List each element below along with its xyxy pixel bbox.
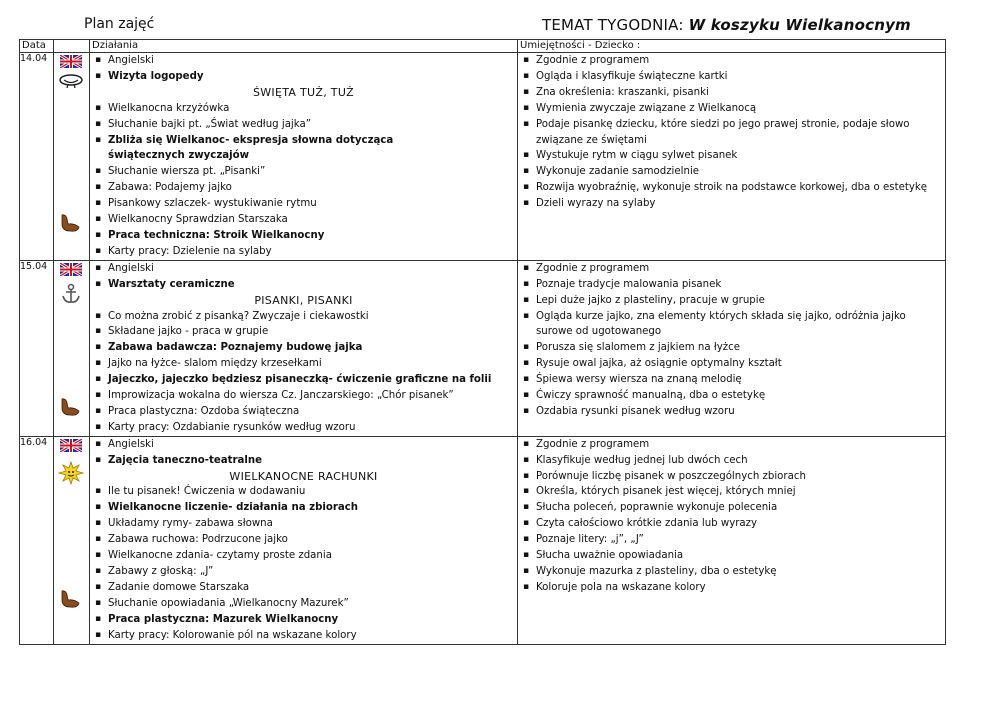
- list-item: ▪ Słucha uważnie opowiadania: [518, 548, 945, 564]
- week-topic: [542, 16, 911, 34]
- list-item: ▪ Zgodnie z programem: [518, 437, 945, 453]
- list-item: ▪ Wielkanocny Sprawdzian Starszaka: [90, 212, 517, 228]
- list-item: ▪ Ogląda i klasyfikuje świąteczne kartki: [518, 69, 945, 85]
- list-item: ▪ Karty pracy: Ozdabianie rysunków według wzoru: [90, 420, 517, 436]
- list-item: ▪ Słuchanie bajki pt. „Świat według jajka”: [90, 117, 517, 133]
- list-item: ▪ Praca plastyczna: Ozdoba świąteczna: [90, 404, 517, 420]
- list-item: ▪ Zabawa: Podajemy jajko: [90, 180, 517, 196]
- skills-cell: [518, 260, 946, 436]
- list-item: ▪ Poznaje tradycje malowania pisanek: [518, 277, 945, 293]
- uk-flag-icon: [60, 263, 82, 276]
- list-item: ▪ Zabawa ruchowa: Podrzucone jajko: [90, 532, 517, 548]
- day-row: [20, 260, 946, 436]
- day-date: 15.04: [20, 260, 54, 436]
- list-item: ▪ Zgodnie z programem: [518, 261, 945, 277]
- list-item: ▪ Klasyfikuje według jednej lub dwóch cech: [518, 453, 945, 469]
- skills-cell: [518, 436, 946, 644]
- list-item: ▪ Ile tu pisanek! Ćwiczenia w dodawaniu: [90, 484, 517, 500]
- day-date: 16.04: [20, 436, 54, 644]
- anchor-icon: [60, 283, 82, 305]
- hand-icon: [58, 213, 82, 233]
- list-item: ▪ Wielkanocne liczenie- działania na zbiorach: [90, 500, 517, 516]
- list-item: ▪ Praca techniczna: Stroik Wielkanocny: [90, 228, 517, 244]
- list-item: ▪ Jajeczko, jajeczko będziesz pisaneczką- ćwiczenie graficzne na folii: [90, 372, 517, 388]
- table-header-row: [20, 40, 946, 53]
- list-item: ▪ Angielski: [90, 261, 517, 277]
- list-item: ▪ Improwizacja wokalna do wiersza Cz. Janczarskiego: „Chór pisanek”: [90, 388, 517, 404]
- list-item: ▪ Słuchanie wiersza pt. „Pisanki”: [90, 164, 517, 180]
- list-item: ▪ Układamy rymy- zabawa słowna: [90, 516, 517, 532]
- list-item: ▪ Zajęcia taneczno-teatralne: [90, 453, 517, 469]
- list-item: ▪ Wizyta logopedy: [90, 69, 517, 85]
- activities-cell: [90, 260, 518, 436]
- sun-face-icon: [58, 461, 84, 485]
- week-topic-prefix: TEMAT TYGODNIA:: [542, 16, 684, 34]
- list-item: ▪ Koloruje pola na wskazane kolory: [518, 580, 945, 596]
- list-item: ▪ Dzieli wyrazy na sylaby: [518, 196, 945, 212]
- col-header-blank: [54, 40, 90, 53]
- day-icons: [54, 53, 90, 261]
- speech-therapy-icon: [58, 73, 84, 89]
- list-item: ▪ Czyta całościowo krótkie zdania lub wyrazy: [518, 516, 945, 532]
- list-item: ▪ Wykonuje mazurka z plasteliny, dba o estetykę: [518, 564, 945, 580]
- list-item: ▪ Porusza się slalomem z jajkiem na łyżce: [518, 340, 945, 356]
- hand-icon: [58, 589, 82, 609]
- list-item: ▪ Praca plastyczna: Mazurek Wielkanocny: [90, 612, 517, 628]
- plan-table: [19, 39, 946, 645]
- day-row: [20, 436, 946, 644]
- activities-cell: [90, 53, 518, 261]
- day-theme: WIELKANOCNE RACHUNKI: [229, 469, 378, 483]
- day-icons: [54, 436, 90, 644]
- hand-icon: [58, 397, 82, 417]
- list-item: ▪ Karty pracy: Kolorowanie pól na wskazane kolory: [90, 628, 517, 644]
- list-item: ▪ Jajko na łyżce- slalom między krzesełkami: [90, 356, 517, 372]
- list-item: ▪ Wymienia zwyczaje związane z Wielkanocą: [518, 101, 945, 117]
- list-item: ▪ Wielkanocne zdania- czytamy proste zdania: [90, 548, 517, 564]
- list-item: ▪ Zgodnie z programem: [518, 53, 945, 69]
- list-item: ▪ Angielski: [90, 53, 517, 69]
- list-item: ▪ Lepi duże jajko z plasteliny, pracuje w grupie: [518, 293, 945, 309]
- list-item: ▪ Zabawa badawcza: Poznajemy budowę jajka: [90, 340, 517, 356]
- list-item: ▪ Wystukuje rytm w ciągu sylwet pisanek: [518, 148, 945, 164]
- uk-flag-icon: [60, 439, 82, 452]
- list-item: ▪ Porównuje liczbę pisanek w poszczególnych zbiorach: [518, 469, 945, 485]
- list-item: ▪ Wykonuje zadanie samodzielnie: [518, 164, 945, 180]
- col-header-date: Data: [20, 40, 54, 53]
- list-item: ▪ Rysuje owal jajka, aż osiągnie optymalny kształt: [518, 356, 945, 372]
- list-item: ▪ Poznaje litery: „j”, „J”: [518, 532, 945, 548]
- list-item: ▪ Karty pracy: Dzielenie na sylaby: [90, 244, 517, 260]
- list-item: ▪ Angielski: [90, 437, 517, 453]
- list-item: ▪ Śpiewa wersy wiersza na znaną melodię: [518, 372, 945, 388]
- list-item: ▪ Pisankowy szlaczek- wystukiwanie rytmu: [90, 196, 517, 212]
- list-item: ▪ Rozwija wyobraźnię, wykonuje stroik na podstawce korkowej, dba o estetykę: [518, 180, 945, 196]
- list-item: ▪ Ćwiczy sprawność manualną, dba o estetykę: [518, 388, 945, 404]
- list-item: ▪ Słucha poleceń, poprawnie wykonuje polecenia: [518, 500, 945, 516]
- day-icons: [54, 260, 90, 436]
- plan-title: Plan zajęć: [84, 16, 155, 32]
- list-item: ▪ Ogląda kurze jajko, zna elementy których składa się jajko, odróżnia jajko surowe od ugotowanego: [518, 309, 945, 341]
- day-date: 14.04: [20, 53, 54, 261]
- uk-flag-icon: [60, 55, 82, 68]
- day-theme: ŚWIĘTA TUŻ, TUŻ: [252, 85, 355, 99]
- day-row: [20, 53, 946, 261]
- list-item: ▪ Zbliża się Wielkanoc- ekspresja słowna dotycząca świątecznych zwyczajów: [90, 133, 468, 165]
- list-item: ▪ Zabawy z głoską: „J”: [90, 564, 517, 580]
- list-item: ▪ Składane jajko - praca w grupie: [90, 324, 517, 340]
- skills-cell: [518, 53, 946, 261]
- activities-cell: [90, 436, 518, 644]
- list-item: ▪ Zna określenia: kraszanki, pisanki: [518, 85, 945, 101]
- col-header-skills: Umiejętności - Dziecko :: [518, 40, 946, 53]
- col-header-activities: Działania: [90, 40, 518, 53]
- list-item: ▪ Co można zrobić z pisanką? Zwyczaje i ciekawostki: [90, 309, 517, 325]
- day-theme: PISANKI, PISANKI: [254, 293, 353, 307]
- list-item: ▪ Zadanie domowe Starszaka: [90, 580, 517, 596]
- list-item: ▪ Warsztaty ceramiczne: [90, 277, 517, 293]
- week-topic-theme: W koszyku Wielkanocnym: [688, 16, 911, 34]
- list-item: ▪ Podaje pisankę dziecku, które siedzi po jego prawej stronie, podaje słowo związane ze świętami: [518, 117, 945, 149]
- list-item: ▪ Słuchanie opowiadania „Wielkanocny Mazurek”: [90, 596, 517, 612]
- list-item: ▪ Ozdabia rysunki pisanek według wzoru: [518, 404, 945, 420]
- list-item: ▪ Określa, których pisanek jest więcej, których mniej: [518, 484, 945, 500]
- list-item: ▪ Wielkanocna krzyżówka: [90, 101, 517, 117]
